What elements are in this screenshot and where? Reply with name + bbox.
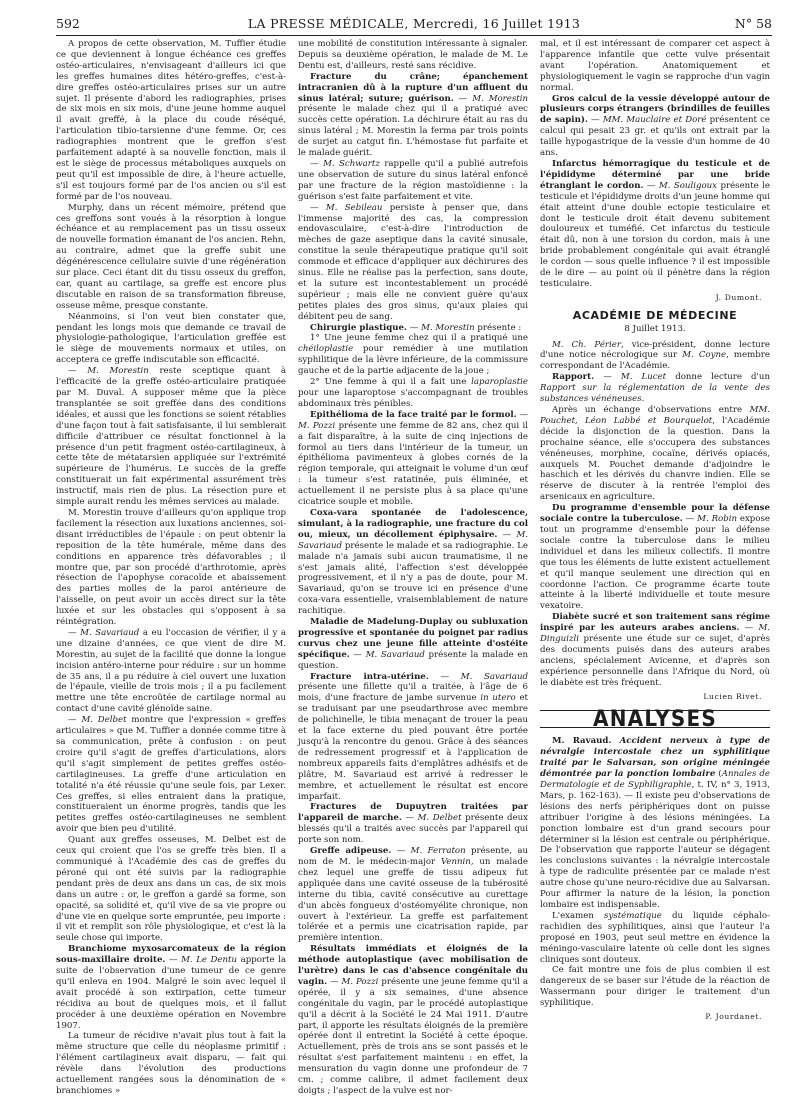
section-heading: Maladie de Madelung-Duplay ou subluxation progressive et spontanée du poignet par radius curvus chez une jeune fille atteinte d'ostéite spécifique.	[298, 617, 528, 660]
section-heading: Greffe adipeuse.	[310, 846, 392, 857]
paragraph: Maladie de Madelung-Duplay ou subluxation progressive et spontanée du poignet par radius curvus chez une jeune fille atteinte d'ostéite spécifique. — M. Savariaud présente la malade en question.	[298, 617, 528, 671]
paragraph: Greffe adipeuse. — M. Ferraton présente, au nom de M. le médecin-major Vennin, un malade chez lequel une greffe de tissu adipeux fut appliquée dans une cavité osseuse de la tubérosité interne du tibia, cavité consécutive au curettage d'un abcès fongueux d'ostéomyélite chronique, non ouvert à l'extérieur. La greffe est parfaitement tolérée et a permis une cicatrisation rapide, par première intention.	[298, 846, 529, 944]
paragraph: A propos de cette observation, M. Tuffier étudie ce que deviennent à longue échéance ces greffes ostéo-articulaires, n'envisageant d'ailleurs ici que les greffes humaines dites hétéro-greffes, c'est-à-dire greffes ostéo-articulaires prises sur un autre sujet. Il présente d'abord les radiographies, prises de six mois en six mois, d'une jeune homme auquel il avait greffé, à la place du coude réséqué, l'articulation tibio-tarsienne d'une femme. Or, ces radiographies montrent que le greffon s'est parfaitement adapté à sa nouvelle fonction, mais il est le siège de processus métaboliques auxquels on peut qu'il est impossible de dire, à l'heure actuelle, s'il est toujours formé par de l'os ancien ou s'il est formé par de l'os nouveau.	[56, 39, 286, 202]
paragraph: Du programme d'ensemble pour la défense sociale contre la tuberculose. — M. Robin expose tout un programme d'ensemble pour la défense sociale contre la tuberculose dans le milieu individuel et dans les milieux collectifs. Il montre que tous les éléments de lutte existent actuellement et qu'il manque seulement une direction qui en coordonne l'action. Ce programme écarte toute atteinte à la liberté individuelle et toute mesure vexatoire.	[540, 503, 770, 612]
paragraph: — M. Savariaud a eu l'occasion de vérifier, il y a une dizaine d'années, ce que vient de dire M. Morestin, au sujet de la facilité que donne la longue incision antéro-interne pour réduire : sur un homme de 35 ans, il a pu réduire à ciel ouvert une luxation de l'épaule, vieille de trois mois ; il a pu facilement mettre une tête encroûtée de cartilage normal au contact d'une cavité glénoïde saine.	[56, 627, 287, 715]
author-name: M. Morestin	[87, 366, 149, 377]
issue-number: N° 58	[734, 16, 772, 31]
analyses-banner	[540, 704, 770, 732]
paragraph: — M. Schwartz rappelle qu'il a publié autrefois une observation de suture du sinus latéral enfoncé par une fracture de la région mastoïdienne : la guérison s'est faite parfaitement et vite.	[298, 158, 528, 202]
paragraph: mal, et il est intéressant de comparer cet aspect à l'apparence infantile que cette vulve présentait avant l'opération. Anatomiquement et physiologiquement le vagin se rapproche d'un vagin normal.	[540, 39, 770, 93]
paragraph: Rapport. — M. Lucet donne lecture d'un Rapport sur la réglementation de la vente des substances vénéneuses.	[540, 372, 770, 405]
author-name: M. Dinguizli	[540, 623, 770, 645]
analyses-title: ANALYSES	[593, 704, 717, 732]
signature: P. Jourdanet.	[705, 1012, 762, 1022]
paragraph: Diabète sucré et son traitement sans régime inspiré par les auteurs arabes anciens. — M. Dinguizli présente une étude sur ce sujet, d'après des documents puisés dans des auteurs arabes anciens, spécialement Avicenne, et d'après son expérience personnelle dans l'Afrique du Nord, où le diabète est très fréquent.	[540, 612, 770, 688]
column-1	[56, 39, 287, 1096]
author-name: M. Delbet	[417, 813, 462, 824]
author-name: M. Schwartz	[323, 158, 380, 169]
header-rule	[56, 35, 772, 36]
author-name: M. Savariaud	[80, 627, 140, 638]
column-3	[540, 39, 770, 1075]
author-name: M. Savariaud	[365, 649, 425, 660]
section-heading: Rapport.	[552, 372, 595, 383]
signature: Lucien Rivet.	[703, 691, 762, 701]
section-heading: Diabète sucré et son traitement sans régime inspiré par les auteurs arabes anciens.	[540, 612, 770, 634]
paragraph: M. Ravaud. Accident nerveux à type de névralgie intercostale chez un syphilitique traité par le Salvarsan, son origine méningée démontrée par la ponction lombaire (Annales de Dermatologie et de Syphiligraphie, t. IV, n° 3, 1913, Mars, p. 162-163). — Il existe peu d'observations de lésions des nerfs périphériques dont on puisse attribuer l'origine à des lésions méningées. La ponction lombaire est d'un grand secours pour déterminer si la lésion est centrale ou périphérique. De l'observation que rapporte l'auteur se dégagent les conclusions suivantes : la névralgie intercostale à type de radiculite présentée par ce malade n'est autre chose qu'une neuro-récidive due au Salvarsan. Pour affirmer la nature de la lésion, la ponction lombaire est indispensable.	[540, 736, 770, 910]
author-name: M. Robin	[697, 514, 737, 525]
paragraph: Epithélioma de la face traité par le formol. — M. Pozzi présente une femme de 82 ans, chez qui il a fait disparaître, à la suite de cinq injections de formol au tiers dans l'intérieur de la tumeur, un épithélioma pavimenteux à globes cornés de la région temporale, qui atteignait le volume d'un œuf : la tumeur s'est ratatinée, puis éliminée, et actuellement il ne persiste plus à sa place qu'une cicatrice souple et mobile.	[298, 409, 528, 508]
section-heading: Fracture du crâne; épanchement intracranien dû à la rupture d'un affluent du sinus latéral; suture; guérison.	[298, 71, 528, 104]
author-name: M. Sebileau	[325, 202, 383, 213]
section-heading: Fractures de Dupuytren traitées par l'appareil de marche.	[298, 802, 528, 824]
section-title: ACADÉMIE DE MÉDECINE	[572, 308, 738, 322]
author-name: M. Delbet	[81, 715, 127, 726]
paragraph: L'examen systématique du liquide céphalo-rachidien des syphilitiques, ainsi que l'auteur l'a proposé en 1903, peut seul mettre en évidence la méningo-vasculaire latente où celle dont les signes cliniques sont douteux.	[540, 910, 770, 965]
paragraph: La tumeur de récidive n'avait plus tout à fait la même structure que celle du néoplasme primitif : l'élément cartilagineux avait disparu, — fait qui révèle dans l'évolution des productions actuellement rangées sous la dénomination de « branchiomes »	[56, 1031, 286, 1096]
paragraph: — M. Sebileau persiste à penser que, dans l'immense majorité des cas, la compression endovasculaire, c'est-à-dire l'introduction de mèches de gaze aseptique dans la cavité sinusale, constitue la seule thérapeutique pratique qu'il soit commode et efficace d'appliquer aux déchirures des sinus. Elle ne réalise pas la perfection, sans doute, et la suture est incontestablement un procédé supérieur ; mais elle ne convient guère qu'aux petites plaies des gros sinus, qu'aux plaies qui débitent peu de sang.	[298, 202, 528, 322]
section-heading: Résultats immédiats et éloignés de la méthode autoplastique (avec mobilisation de l'urètre) dans le cas d'absence congénitale du vagin.	[298, 944, 528, 987]
section-heading: Gros calcul de la vessie développé autour de plusieurs corps étrangers (brindilles de feuilles de sapin).	[540, 93, 770, 126]
author-name: M. Savariaud	[460, 671, 528, 682]
section-heading: Du programme d'ensemble pour la défense sociale contre la tuberculose.	[540, 503, 770, 525]
author-name: M. Morestin	[421, 322, 475, 333]
author-name: M. Le Dentu	[181, 955, 238, 966]
paragraph: — M. Delbet montre que l'expression « greffes articulaires » que M. Tuffier a donnée comme titre à sa communication, prête à confusion : on peut croire qu'il s'agit de greffes d'articulations, alors qu'il s'agit simplement de petites greffes ostéo-cartilagineuses. La greffe d'une articulation en totalité n'a été réussie qu'une seule fois, par Lexer. Ces greffes, si elles entraient dans la pratique, constitueraient un énorme progrès, tandis que les petites greffes ostéo-cartilagineuses ne semblent avoir que bien peu d'utilité.	[56, 715, 286, 835]
author-name: M. Pozzi	[341, 976, 379, 987]
paragraph: Fracture du crâne; épanchement intracranien dû à la rupture d'un affluent du sinus latéral; suture; guérison. — M. Morestin présente le malade chez qui il a pratiqué avec succès cette opération. La déchirure était au ras du sinus latéral ; M. Morestin la ferma par trois points de surjet au catgut fin. L'hémostase fut parfaite et le malade guérit.	[298, 71, 529, 159]
author-name: M. Ravaud.	[552, 736, 612, 747]
paragraph: Après un échange d'observations entre MM. Pouchet, Léon Labbé et Bourquelot, l'Académie décide la disjonction de la question. Dans la prochaine séance, elle s'occupera des substances vénéneuses, morphine, cocaïne, dérivés opiacés, auxquels M. Pouchet demande d'adjoindre le haschich et les dérivés du chanvre indien. Elle se réserve de discuter à la rentrée l'emploi des arsenicaux en agriculture.	[540, 405, 770, 503]
paragraph: une mobilité de constitution intéressante à signaler. Depuis sa deuxième opération, le malade de M. Le Dentu est, d'ailleurs, resté sans récidive.	[298, 39, 528, 71]
paragraph: Fracture intra-utérine. — M. Savariaud présente une fillette qu'il a traitée, à l'âge de 6 mois, d'une fracture de jambe survenue in utero et se traduisant par une pseudarthrose avec membre de polichinelle, le tibia menaçant de trouer la peau et la face externe du pied pouvant être portée jusqu'à la rencontre du genou. Grâce à des séances de redressement progressif et à l'application de nombreux appareils faits d'emplâtres adhésifs et de plâtre, M. Savariaud est arrivé à redresser le membre, et actuellement le résultat est encore imparfait.	[298, 671, 528, 802]
author-name: M. Pozzi	[298, 420, 336, 431]
paragraph: Murphy, dans un récent mémoire, prétend que ces greffons sont voués à la résorption à longue échéance et au remplacement pas un tissu osseux de nouvelle formation émanant de l'os ancien. Rehn, au contraire, admet que la greffe subit une dégénérescence cellulaire suivie d'une régénération sur place. Ceci étant dit du tissu osseux du greffon, car, quant au cartilage, sa greffe est encore plus discutable en raison de sa transformation fibreuse, osseuse même, presque constante.	[56, 202, 286, 311]
author-name: M. Souligoux	[658, 180, 718, 191]
section-heading: Branchiome myxosarcomateux de la région sous-maxillaire droite.	[56, 944, 286, 966]
section-heading: Fracture intra-utérine.	[310, 671, 429, 682]
paragraph: Gros calcul de la vessie développé autour de plusieurs corps étrangers (brindilles de feuilles de sapin). — MM. Mauclaire et Doré présentent ce calcul qui pesait 23 gr. et qu'ils ont extrait par la taille hypogastrique de la vessie d'un homme de 40 ans.	[540, 93, 770, 159]
paragraph: M. Morestin trouve d'ailleurs qu'on applique trop facilement la résection aux luxations anciennes, soi-disant irréductibles de l'épaule : on peut obtenir la reposition de la tête humérale, même dans des conditions en apparence très défavorables ; il montre que, par son procédé d'arthrotomie, après résection de l'apophyse coracoïde et abaissement des parties molles de la paroi antérieure de l'aisselle, on peut avoir un accès direct sur la tête luxée et sur les obstacles qui s'opposent à sa réintégration.	[56, 507, 286, 628]
author-name: M. Ferraton	[410, 846, 466, 857]
paragraph: — M. Morestin reste sceptique quant à l'efficacité de la greffe ostéo-articulaire pratiquée par M. Duval. A supposer même que la pièce transplantée se soit greffée dans des conditions idéales, et aussi que les fonctions se soient rétablies d'une façon tout à fait satisfaisante, il lui semblerait difficile d'attribuer ce résultat fonctionnel à la présence d'un petit fragment ostéo-cartilagineux, à cette tête de métatarsien appliquée sur l'extrémité supérieure de l'humérus. Le succès de la greffe constituerait un fait expérimental assurément très instructif, mais rien de plus. La résection pure et simple aurait rendu les mêmes services au malade.	[56, 366, 286, 508]
section-heading: Coxa-vara spontanée de l'adolescence, simulant, à la radiographie, une fracture du col ou, mieux, un décollement épiphysaire.	[298, 507, 528, 540]
paragraph: Chirurgie plastique. — M. Morestin présente :	[310, 322, 522, 333]
paragraph: M. Ch. Périer, vice-président, donne lecture d'une notice nécrologique sur M. Coyne, membre correspondant de l'Académie.	[540, 339, 771, 372]
paragraph: Fractures de Dupuytren traitées par l'appareil de marche. — M. Delbet présente deux blessés qu'il a traités avec succès par l'appareil qui porte son nom.	[298, 802, 528, 846]
section-heading: Chirurgie plastique.	[310, 322, 408, 333]
signature: J. Dumont.	[715, 292, 762, 302]
author-name: MM. Mauclaire et Doré	[602, 115, 707, 126]
section-heading: Epithélioma de la face traité par le formol.	[310, 409, 517, 420]
paragraph: Néanmoins, si l'on veut bien constater que, pendant les longs mois que demande ce travail de physiologie-pathologique, l'articulation greffée est le siège de mouvements normaux et utiles, on acceptera ce greffe indiscutable son efficacité.	[56, 311, 286, 366]
paragraph: Branchiome myxosarcomateux de la région sous-maxillaire droite. — M. Le Dentu apporte la suite de l'observation d'une tumeur de ce genre qu'il enleva en 1904. Malgré le soin avec lequel il avait procédé à son extirpation, cette tumeur récidiva au bout de quelques mois, et il fallut procéder à une deuxième opération en Novembre 1907.	[56, 944, 286, 1031]
page-number: 592	[56, 16, 80, 31]
author-name: M. Morestin	[472, 93, 529, 104]
paragraph: 2° Une femme à qui il a fait une laparoplastie pour une laparoptose s'accompagnant de troubles abdominaux très pénibles.	[298, 377, 528, 409]
paragraph: Résultats immédiats et éloignés de la méthode autoplastique (avec mobilisation de l'urètre) dans le cas d'absence congénitale du vagin. — M. Pozzi présente une jeune femme qu'il a opérée, il y a six semaines, d'une absence congénitale du vagin, par le procédé autoplastique qu'il a décrit à la Société le 24 Mai 1911. D'autre part, il apporte les résultats éloignés de la première opérée dont il entretint la Société à cette époque. Actuellement, près de trois ans se sont passés et le résultat s'est parfaitement maintenu : en effet, la mensuration du vagin donne une profondeur de 7 cm. ; comme calibre, il admet facilement deux doigts ; l'aspect de la vulve est nor-	[298, 944, 528, 1096]
section-heading: Accident nerveux à type de névralgie intercostale chez un syphilitique traité par le Salvarsan, son origine méningée démontrée par la ponction lombaire	[540, 736, 770, 780]
paragraph: 1° Une jeune femme chez qui il a pratiqué une chéiloplastie pour remédier à une mutilation syphilitique de la lèvre inférieure, de la commissure gauche et de la partie adjacente de la joue ;	[298, 333, 528, 377]
paragraph: Ce fait montre une fois de plus combien il est dangereux de se baser sur l'étude de la réaction de Wassermann pour diriger le traitement d'un syphilitique.	[540, 965, 770, 1009]
journal-title: LA PRESSE MÉDICALE, Mercredi, 16 Juillet 1913	[247, 16, 581, 31]
section-date: 8 Juillet 1913.	[624, 323, 686, 334]
author-name: M. Savariaud	[298, 529, 528, 551]
author-name: M. Lucet	[620, 372, 667, 383]
paragraph: Coxa-vara spontanée de l'adolescence, simulant, à la radiographie, une fracture du col ou, mieux, un décollement épiphysaire. — M. Savariaud présente le malade et sa radiographie. Le malade n'a jamais subi aucun traumatisme, il ne s'est jamais alité, l'affection s'est développée progressivement, et il n'y a pas de doute, pour M. Savariaud, qu'on se trouve ici en présence d'une coxa-vara essentielle, vraisemblablement de nature rachitique.	[298, 507, 528, 617]
section-heading: Infarctus hémorragique du testicule et de l'épididyme déterminé par une bride étranglant le cordon.	[540, 158, 770, 191]
paragraph: Quant aux greffes osseuses, M. Delbet est de ceux qui croient que l'os se greffe très bien. Il a communiqué à l'Académie des cas de greffes du péroné qui ont été suivis par la radiographie pendant près de deux ans dans un cas, de six mois dans un autre : or, le greffon a gardé sa forme, son opacité, sa solidité et, qu'il vive de sa vie propre ou d'une vie en quelque sorte empruntée, peu importe : il vit et remplit son rôle physiologique, et c'est là la seule chose qui importe.	[56, 835, 286, 944]
paragraph: Infarctus hémorragique du testicule et de l'épididyme déterminé par une bride étranglant le cordon. — M. Souligoux présente le testicule et l'épididyme droits d'un jeune homme qui était atteint d'une double ectopie testiculaire et dont le testicule droit était devenu subitement douloureux et tuméfié. Cet infarctus du testicule était dû, non à une torsion du cordon, mais à une bride probablement congénitale qui avait étranglé le cordon — sous quelle influence ? il est impossible de le dire — au point où il pénètre dans la région testiculaire.	[540, 158, 770, 289]
column-2	[298, 39, 529, 1096]
